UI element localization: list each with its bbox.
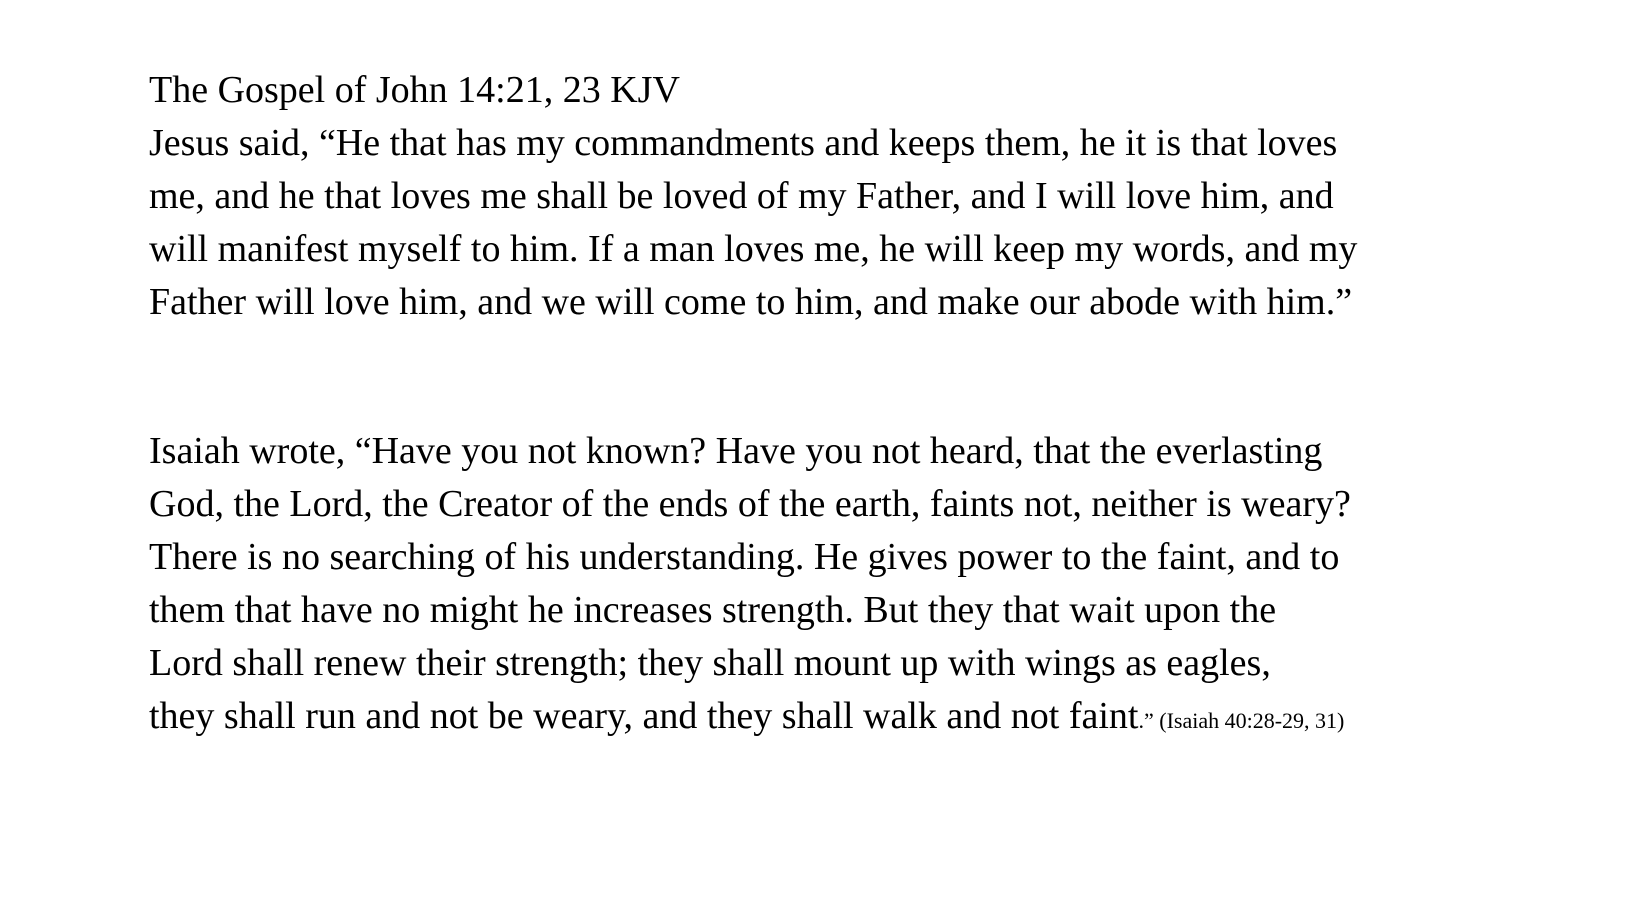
john-line-1: Jesus said, “He that has my commandments and keeps them, he it is that loves bbox=[149, 122, 1338, 164]
isaiah-line-1: Isaiah wrote, “Have you not known? Have you not heard, that the everlasting bbox=[149, 430, 1323, 472]
john-line-4: Father will love him, and we will come to him, and make our abode with him.” bbox=[149, 281, 1353, 323]
john-line-3: will manifest myself to him. If a man loves me, he will keep my words, and my bbox=[149, 228, 1358, 270]
isaiah-last-line-text: they shall run and not be weary, and they shall walk and not faint bbox=[149, 695, 1139, 737]
isaiah-line-5: Lord shall renew their strength; they shall mount up with wings as eagles, bbox=[149, 642, 1271, 684]
isaiah-line-4: them that have no might he increases strength. But they that wait upon the bbox=[149, 589, 1277, 631]
isaiah-line-6 bbox=[149, 690, 1589, 747]
isaiah-passage bbox=[149, 425, 1589, 747]
john-passage bbox=[149, 64, 1589, 329]
isaiah-citation: (Isaiah 40:28-29, 31) bbox=[1153, 708, 1345, 733]
isaiah-line-3: There is no searching of his understanding. He gives power to the faint, and to bbox=[149, 536, 1340, 578]
john-heading: The Gospel of John 14:21, 23 KJV bbox=[149, 69, 680, 111]
isaiah-closing-quote: .” bbox=[1138, 708, 1154, 733]
john-line-2: me, and he that loves me shall be loved of my Father, and I will love him, and bbox=[149, 175, 1334, 217]
isaiah-line-2: God, the Lord, the Creator of the ends of the earth, faints not, neither is weary? bbox=[149, 483, 1351, 525]
